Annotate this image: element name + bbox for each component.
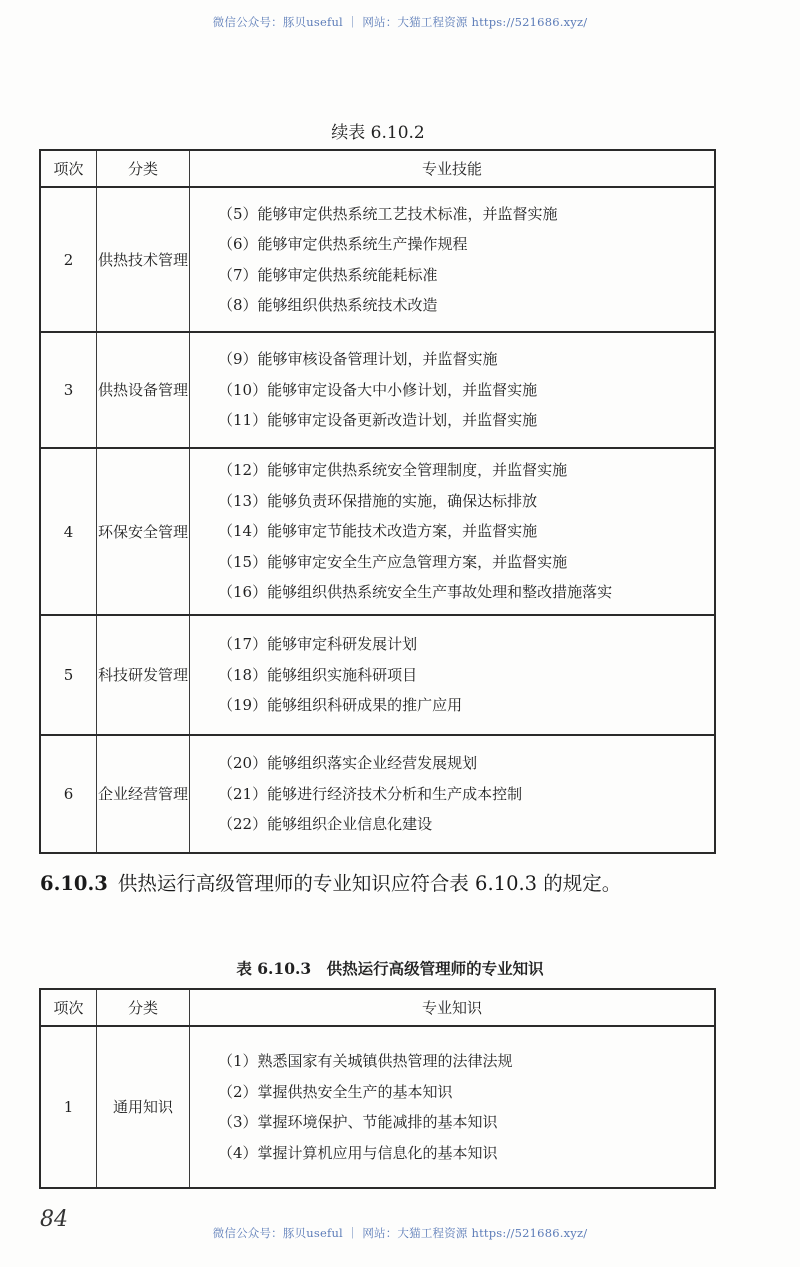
- row-items: [190, 448, 716, 615]
- clause-text: 供热运行高级管理师的专业知识应符合表 6.10.3 的规定。: [117, 872, 622, 895]
- list-item: （12）能够审定供热系统安全管理制度，并监督实施: [218, 461, 568, 480]
- list-item: （5）能够审定供热系统工艺技术标准，并监督实施: [218, 204, 558, 223]
- row-category: [97, 187, 190, 332]
- table-caption-knowledge: 表 6.10.3 供热运行高级管理师的专业知识: [236, 959, 544, 978]
- list-item: （7）能够审定供热系统能耗标准: [218, 265, 438, 284]
- clause-paragraph: [40, 866, 730, 902]
- row-no: 6: [40, 735, 97, 853]
- list-item: （20）能够组织落实企业经营发展规划: [218, 754, 478, 773]
- row-no: 3: [40, 332, 97, 448]
- row-category: [97, 615, 190, 735]
- list-item: （18）能够组织实施科研项目: [218, 665, 418, 684]
- skills-table-continued: [39, 149, 716, 854]
- list-item: （15）能够审定安全生产应急管理方案，并监督实施: [218, 552, 568, 571]
- row-items: [190, 187, 716, 332]
- list-item: （11）能够审定设备更新改造计划，并监督实施: [218, 411, 538, 430]
- list-item: （22）能够组织企业信息化建设: [218, 815, 433, 834]
- list-item: （13）能够负责环保措施的实施，确保达标排放: [218, 491, 538, 510]
- row-category: [97, 735, 190, 853]
- list-item: （10）能够审定设备大中小修计划，并监督实施: [218, 380, 538, 399]
- category-label: 供热技术管理: [97, 250, 188, 269]
- header-item-no: 项次: [40, 989, 97, 1026]
- category-label: 供热设备管理: [97, 381, 188, 399]
- list-item: （21）能够进行经济技术分析和生产成本控制: [218, 784, 523, 803]
- table-row: [40, 332, 715, 448]
- table-row: [40, 448, 715, 615]
- row-no: 1: [40, 1026, 97, 1188]
- watermark-header: 微信公众号：豚贝useful ｜ 网站：大猫工程资源 https://521686.xyz/: [212, 15, 588, 29]
- row-no: 2: [40, 187, 97, 332]
- list-item: （19）能够组织科研成果的推广应用: [218, 696, 463, 715]
- table-row: [40, 1026, 715, 1188]
- knowledge-table: [39, 988, 716, 1189]
- list-item: （16）能够组织供热系统安全生产事故处理和整改措施落实: [218, 583, 613, 602]
- row-items: [190, 615, 716, 735]
- header-category: 分类: [97, 150, 190, 187]
- row-items: [190, 332, 716, 448]
- header-item-no: 项次: [40, 150, 97, 187]
- list-item: （17）能够审定科研发展计划: [218, 635, 418, 654]
- row-category: [97, 332, 190, 448]
- table-caption-continued: 续表 6.10.2: [331, 123, 425, 143]
- clause-number: 6.10.3: [40, 872, 108, 895]
- table-header-row: [40, 150, 715, 187]
- table-header-row: [40, 989, 715, 1026]
- table-row: [40, 615, 715, 735]
- category-label: 企业经营管理: [97, 785, 188, 803]
- list-item: （1）熟悉国家有关城镇供热管理的法律法规: [218, 1052, 513, 1070]
- row-category: [97, 1026, 190, 1188]
- category-label: 环保安全管理: [97, 522, 188, 541]
- row-no: 4: [40, 448, 97, 615]
- list-item: （2）掌握供热安全生产的基本知识: [218, 1082, 453, 1101]
- header-category: 分类: [97, 989, 190, 1026]
- watermark-footer: 微信公众号：豚贝useful ｜ 网站：大猫工程资源 https://521686.xyz/: [212, 1226, 588, 1240]
- header-skills: 专业技能: [190, 150, 716, 187]
- table-row: [40, 187, 715, 332]
- category-label: 科技研发管理: [97, 666, 188, 684]
- row-items: [190, 1026, 716, 1188]
- table-row: [40, 735, 715, 853]
- page-number: 84: [40, 1207, 68, 1232]
- header-knowledge: 专业知识: [190, 989, 716, 1026]
- list-item: （3）掌握环境保护、节能减排的基本知识: [218, 1113, 498, 1131]
- list-item: （4）掌握计算机应用与信息化的基本知识: [218, 1143, 498, 1162]
- list-item: （8）能够组织供热系统技术改造: [218, 296, 438, 314]
- list-item: （9）能够审核设备管理计划，并监督实施: [218, 350, 498, 369]
- row-category: [97, 448, 190, 615]
- category-label: 通用知识: [112, 1098, 173, 1116]
- list-item: （6）能够审定供热系统生产操作规程: [218, 235, 468, 253]
- row-no: 5: [40, 615, 97, 735]
- list-item: （14）能够审定节能技术改造方案，并监督实施: [218, 522, 538, 541]
- row-items: [190, 735, 716, 853]
